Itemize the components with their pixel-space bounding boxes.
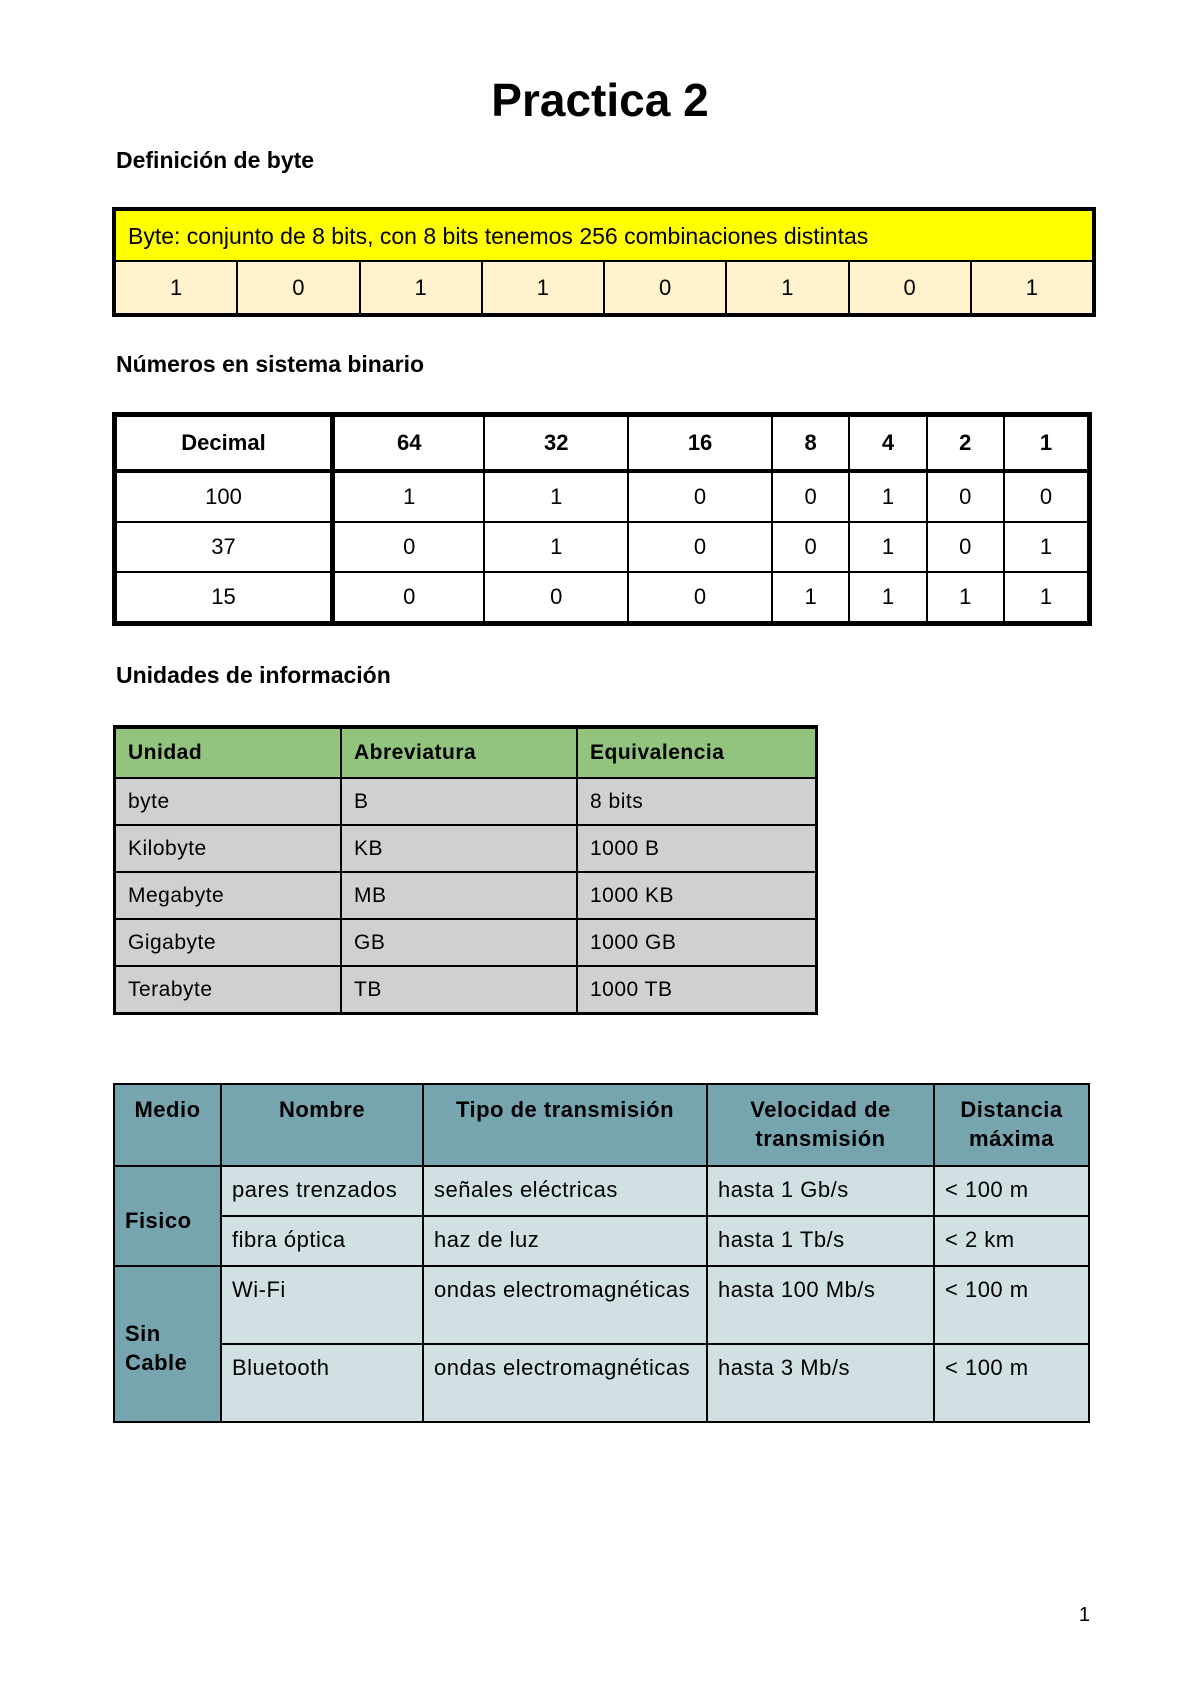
- bit-cell: 1: [727, 262, 849, 313]
- table-header-cell: Nombre: [221, 1084, 423, 1166]
- table-row: [115, 471, 1090, 522]
- table-cell: 100: [115, 471, 333, 522]
- table-cell: 1000 GB: [577, 919, 817, 966]
- table-cell: Gigabyte: [115, 919, 342, 966]
- bit-cell: 1: [116, 262, 238, 313]
- table-cell: Bluetooth: [221, 1344, 423, 1422]
- table-header-cell: Unidad: [115, 727, 342, 778]
- bit-cell: 0: [238, 262, 360, 313]
- table-row: [114, 1166, 1089, 1216]
- table-cell: < 100 m: [934, 1266, 1089, 1344]
- table-cell: 15: [115, 572, 333, 624]
- table-cell: < 2 km: [934, 1216, 1089, 1266]
- page-title: Practica 2: [491, 74, 709, 126]
- table-cell: ondas electromagnéticas: [423, 1266, 707, 1344]
- bit-cell: 1: [361, 262, 483, 313]
- table-cell: 8 bits: [577, 778, 817, 825]
- page-number: 1: [1078, 1604, 1090, 1626]
- table-header-cell: 4: [849, 415, 926, 472]
- table-header-cell: 64: [333, 415, 485, 472]
- table-cell: 1000 TB: [577, 966, 817, 1014]
- table-cell: MB: [341, 872, 577, 919]
- section-heading-byte: Definición de byte: [116, 147, 315, 173]
- table-row: [115, 825, 817, 872]
- table-cell: 1: [484, 522, 628, 572]
- table-cell: 1: [1004, 522, 1090, 572]
- table-cell: 1: [333, 471, 485, 522]
- bit-cell: 1: [483, 262, 605, 313]
- section-heading-binary: Números en sistema binario: [116, 351, 425, 377]
- table-cell: 1000 KB: [577, 872, 817, 919]
- table-header-cell: 8: [772, 415, 849, 472]
- table-row: [115, 919, 817, 966]
- table-cell: 0: [927, 471, 1004, 522]
- table-row: [114, 1216, 1089, 1266]
- table-cell: 0: [772, 522, 849, 572]
- table-row: [115, 522, 1090, 572]
- table-cell: Wi-Fi: [221, 1266, 423, 1344]
- table-cell: 1: [772, 572, 849, 624]
- table-cell: 0: [772, 471, 849, 522]
- table-cell: señales eléctricas: [423, 1166, 707, 1216]
- table-cell: hasta 1 Tb/s: [707, 1216, 934, 1266]
- table-cell: KB: [341, 825, 577, 872]
- table-cell: 0: [484, 572, 628, 624]
- table-row: [114, 1266, 1089, 1344]
- table-cell: hasta 3 Mb/s: [707, 1344, 934, 1422]
- table-row: [115, 966, 817, 1014]
- table-cell: < 100 m: [934, 1166, 1089, 1216]
- table-row: [115, 572, 1090, 624]
- table-cell: TB: [341, 966, 577, 1014]
- table-cell: haz de luz: [423, 1216, 707, 1266]
- table-header-cell: Decimal: [115, 415, 333, 472]
- table-cell: 37: [115, 522, 333, 572]
- table-header-cell: 16: [628, 415, 772, 472]
- table-cell: B: [341, 778, 577, 825]
- bits-row: [116, 262, 1092, 313]
- table-header-cell: 32: [484, 415, 628, 472]
- table-cell: 1: [849, 471, 926, 522]
- table-header-cell: Abreviatura: [341, 727, 577, 778]
- table-cell: 1: [484, 471, 628, 522]
- table-cell: ondas electromagnéticas: [423, 1344, 707, 1422]
- group-cell: Fisico: [114, 1166, 221, 1266]
- table-cell: Terabyte: [115, 966, 342, 1014]
- byte-table: [112, 207, 1096, 317]
- table-cell: 1000 B: [577, 825, 817, 872]
- table-cell: 1: [1004, 572, 1090, 624]
- table-row: [114, 1344, 1089, 1422]
- bit-cell: 0: [605, 262, 727, 313]
- table-cell: 1: [927, 572, 1004, 624]
- table-cell: 0: [333, 572, 485, 624]
- section-heading-units: Unidades de información: [116, 662, 391, 688]
- table-cell: < 100 m: [934, 1344, 1089, 1422]
- table-header-row: [115, 727, 817, 778]
- table-row: [115, 778, 817, 825]
- table-cell: byte: [115, 778, 342, 825]
- table-cell: 0: [927, 522, 1004, 572]
- table-header-row: [114, 1084, 1089, 1166]
- bit-cell: 0: [850, 262, 972, 313]
- byte-definition: Byte: conjunto de 8 bits, con 8 bits tenemos 256 combinaciones distintas: [116, 211, 1092, 262]
- table-cell: 0: [1004, 471, 1090, 522]
- table-cell: GB: [341, 919, 577, 966]
- table-cell: hasta 1 Gb/s: [707, 1166, 934, 1216]
- table-cell: fibra óptica: [221, 1216, 423, 1266]
- table-header-cell: Equivalencia: [577, 727, 817, 778]
- media-table: [113, 1083, 1090, 1423]
- table-cell: 0: [333, 522, 485, 572]
- table-cell: 1: [849, 572, 926, 624]
- table-cell: 0: [628, 572, 772, 624]
- table-cell: 1: [849, 522, 926, 572]
- table-cell: Kilobyte: [115, 825, 342, 872]
- table-header-cell: 1: [1004, 415, 1090, 472]
- units-table: [113, 725, 818, 1015]
- table-cell: 0: [628, 522, 772, 572]
- table-cell: Megabyte: [115, 872, 342, 919]
- table-header-cell: Medio: [114, 1084, 221, 1166]
- table-cell: pares trenzados: [221, 1166, 423, 1216]
- bit-cell: 1: [972, 262, 1092, 313]
- table-row: [115, 872, 817, 919]
- group-cell: Sin Cable: [114, 1266, 221, 1422]
- binary-table: [112, 412, 1092, 626]
- table-header-cell: Tipo de transmisión: [423, 1084, 707, 1166]
- table-header-cell: Distancia máxima: [934, 1084, 1089, 1166]
- table-header-cell: Velocidad de transmisión: [707, 1084, 934, 1166]
- table-cell: 0: [628, 471, 772, 522]
- table-cell: hasta 100 Mb/s: [707, 1266, 934, 1344]
- table-header-row: [115, 415, 1090, 472]
- table-header-cell: 2: [927, 415, 1004, 472]
